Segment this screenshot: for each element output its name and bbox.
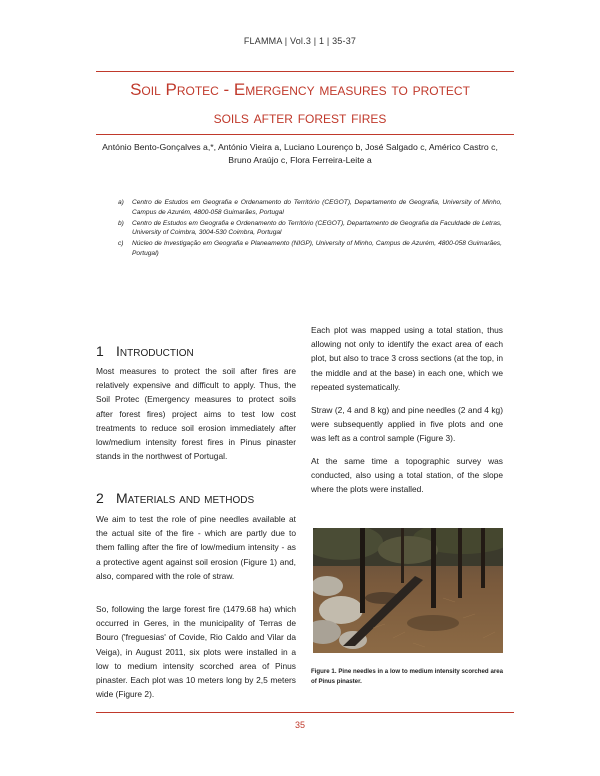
section-2-heading [96, 490, 296, 506]
title-rule [96, 134, 514, 135]
affiliation-label: a) [118, 199, 124, 206]
right-paragraph-1: Each plot was mapped using a total station, thus allowing not only to identify the exact area of each plot, but also to trace 3 cross sections (at the top, in the middle and at the base) in each one, which we repeated systematically. [311, 325, 503, 392]
authors-line1: António Bento-Gonçalves a,*, António Vieira a, Luciano Lourenço b, José Salgado c, Américo Castro c, [102, 142, 498, 152]
affiliation-label: c) [118, 240, 124, 248]
figure-1-photo [313, 528, 503, 653]
affiliation-text: Centro de Estudos em Geografia e Ordenamento do Território (CEGOT), Departamento de Geografia da Faculdade de Letras, University of Coimbra, 3004-530 Coimbra, Portugal [132, 219, 502, 237]
affiliation-label: b) [118, 219, 124, 227]
paper-title-line2: soils after forest fires [213, 108, 387, 127]
affiliations [118, 198, 502, 260]
affiliation-b [118, 219, 502, 239]
section-title: Introduction [116, 343, 194, 359]
affiliation-text: Núcleo de Investigação em Geografia e Planeamento (NIGP), University of Minho, Campus de Azurém, 4800-058 Guimarães, Portugal) [132, 240, 502, 257]
affiliation-text: Centro de Estudos em Geografia e Ordenamento do Território (CEGOT), Departamento de Geografia, University of Minho, Campus de Azurém, 4800-058 Guimarães, Portugal [132, 199, 502, 216]
page-number: 35 [294, 720, 305, 730]
author-list [80, 141, 520, 167]
affiliation-a [118, 198, 502, 218]
affiliation-c [118, 239, 502, 259]
methods-paragraph-2: So, following the large forest fire (1479.68 ha) which occurred in Geres, in the municipality of Terras de Bouro ('freguesias' of Covide, Rio Caldo and Vilar da Veiga), in August 2011, six plots were installed in a low to medium intensity scorched area of Pinus pinaster. Each plot was 10 meters long by 2,5 meters wide (Figure 2). [96, 604, 296, 700]
section-1-heading [96, 343, 296, 359]
section-number: 1 [96, 343, 104, 359]
right-paragraph-3: At the same time a topographic survey was conducted, also using a total station, of the slope where the plots were installed. [311, 456, 503, 495]
introduction-paragraph: Most measures to protect the soil after fires are relatively expensive and difficult to apply. Thus, the Soil Protec (Emergency measures to protect soils after forest fires) project aims to test low cost treatments to reduce soil erosion immediately after low/medium intensity forest fires in Pinus pinaster stands in the northwest of Portugal. [96, 366, 296, 462]
header-rule [96, 71, 514, 72]
methods-paragraph-1: We aim to test the role of pine needles available at the actual site of the fire - which are partly due to them falling after the fire of low/medium intensity - as a protective agent against soil erosion (Figure 1) and, also, compared with the role of straw. [96, 514, 296, 581]
paper-title-line1: Soil Protec - Emergency measures to protect [130, 80, 470, 99]
section-number: 2 [96, 490, 104, 506]
footer-rule [96, 712, 514, 713]
figure-1-caption: Figure 1. Pine needles in a low to medium intensity scorched area of Pinus pinaster. [311, 668, 503, 685]
running-head: FLAMMA | Vol.3 | 1 | 35-37 [243, 36, 357, 46]
authors-line2: Bruno Araújo c, Flora Ferreira-Leite a [228, 155, 372, 165]
right-paragraph-2: Straw (2, 4 and 8 kg) and pine needles (2 and 4 kg) were subsequently applied in five plots and one was left as a control sample (Figure 3). [311, 405, 503, 444]
section-title: Materials and methods [116, 490, 255, 506]
